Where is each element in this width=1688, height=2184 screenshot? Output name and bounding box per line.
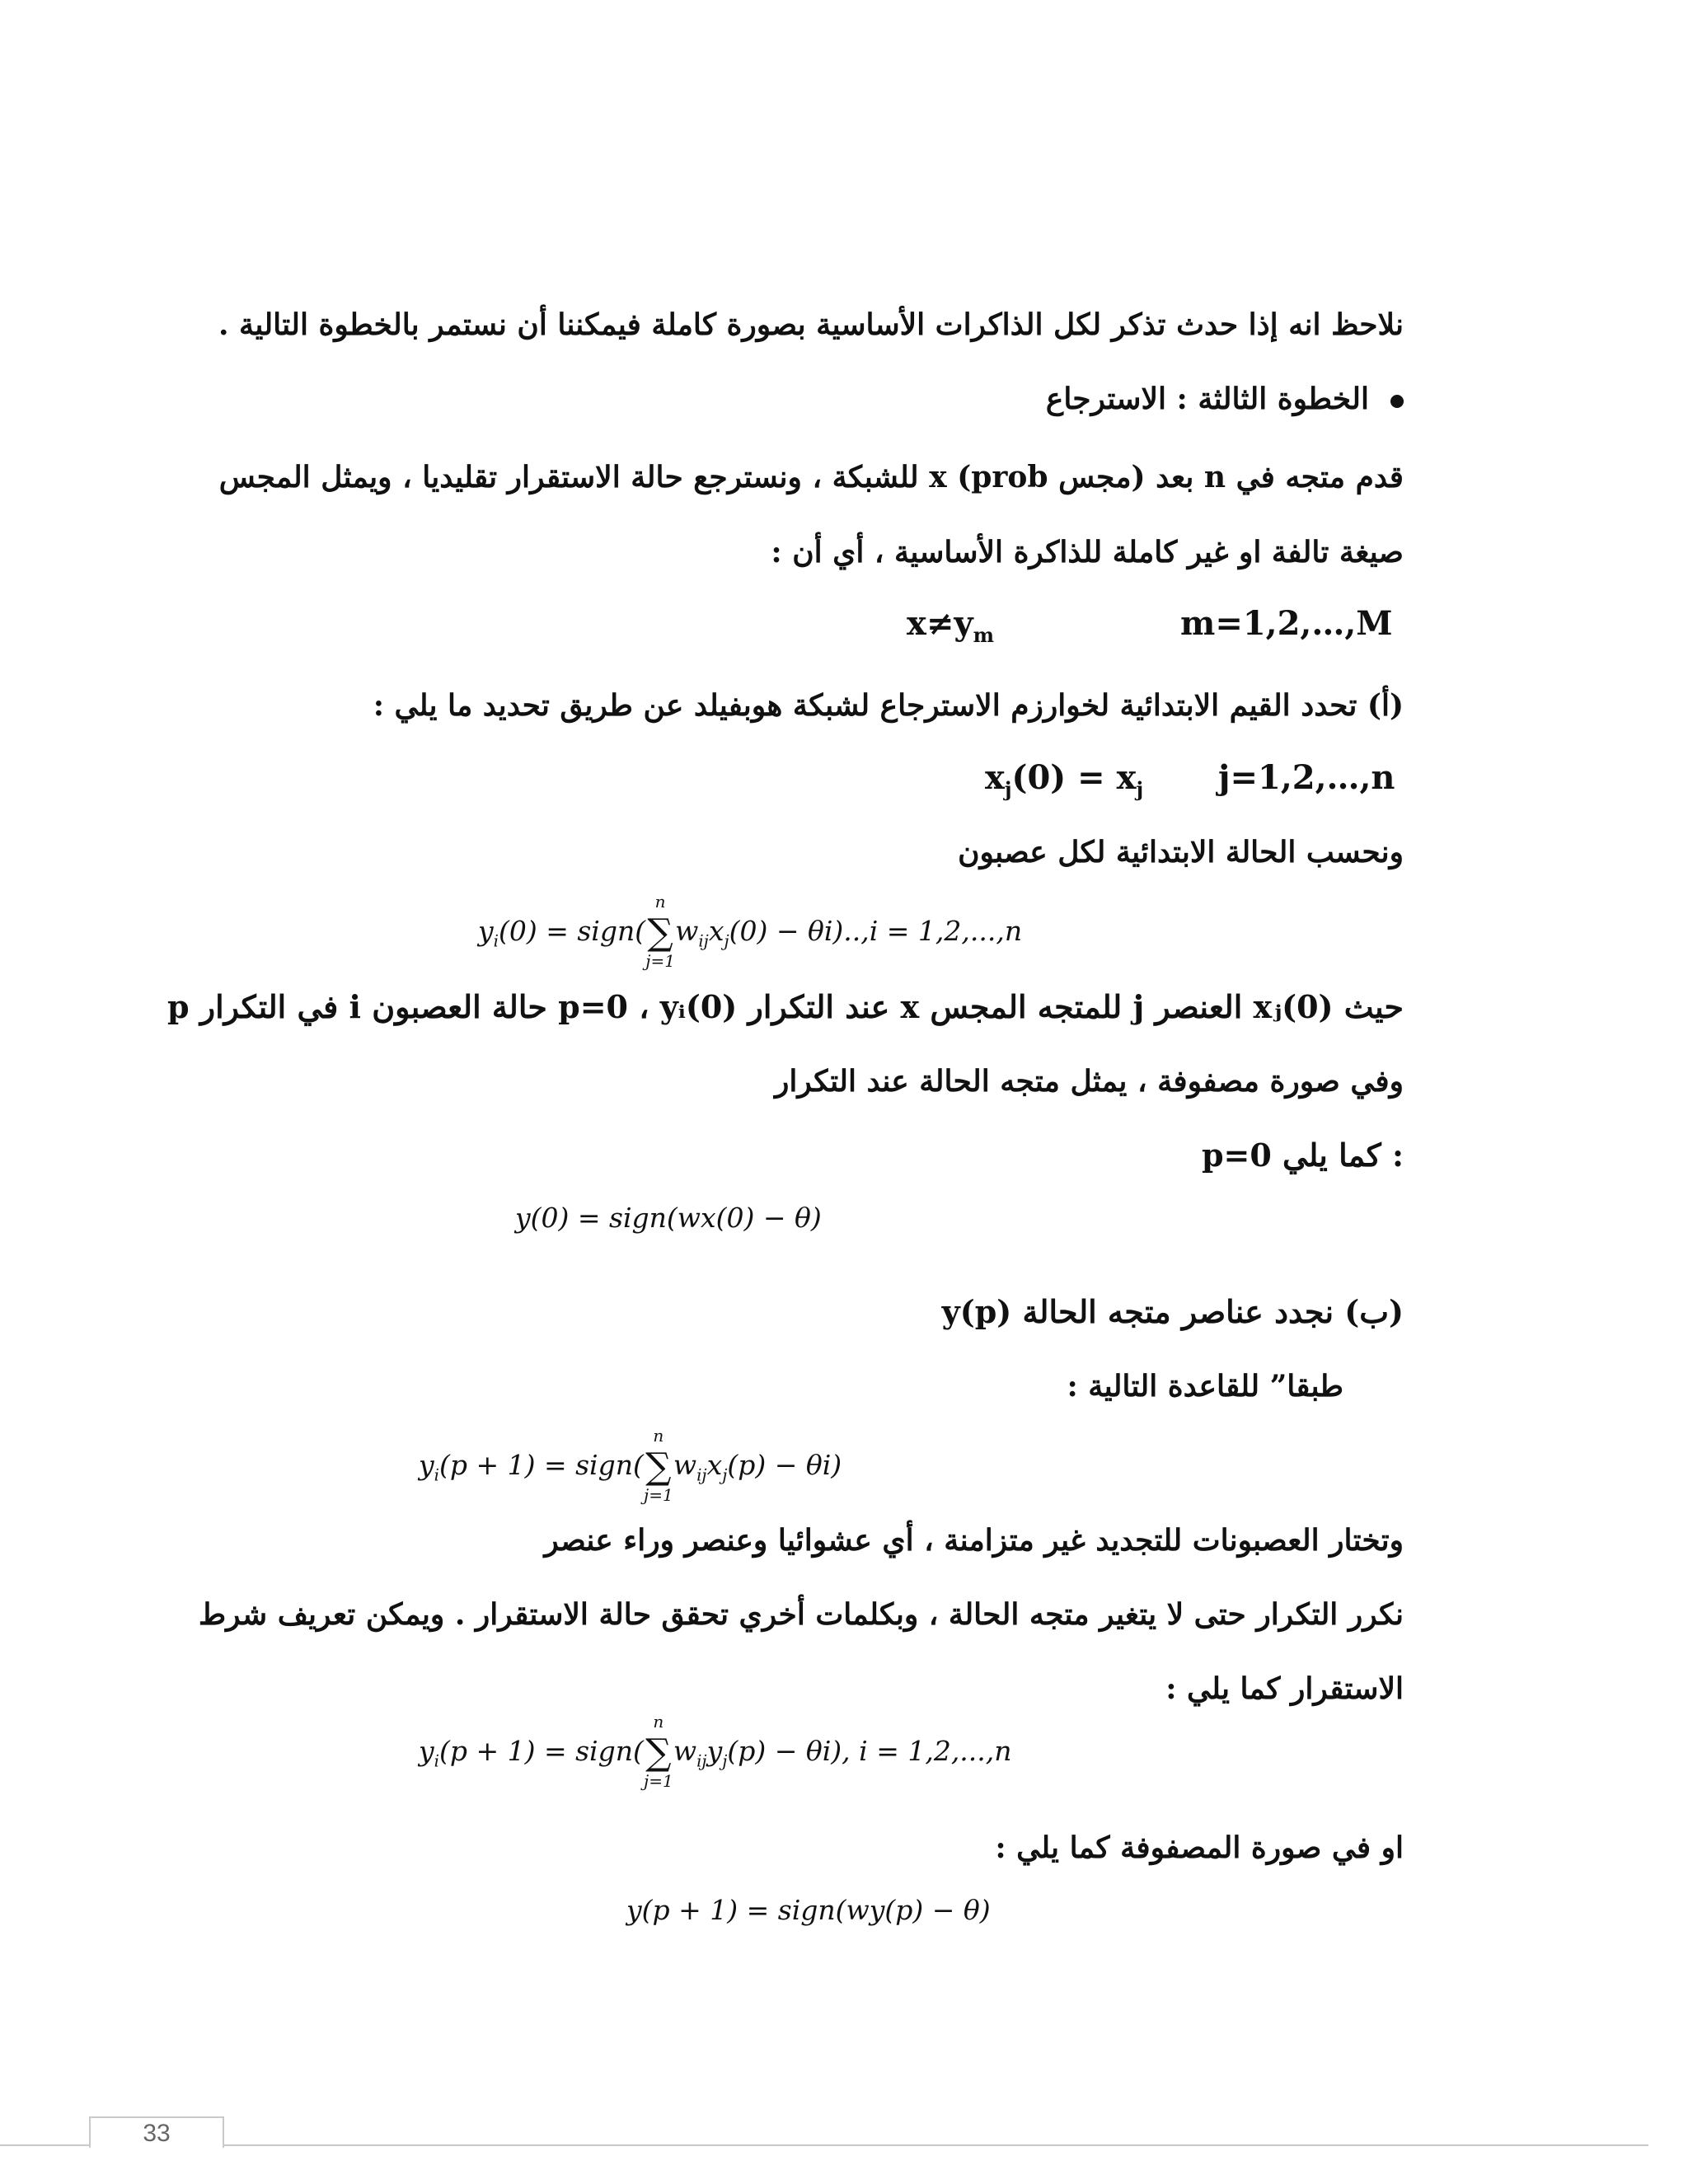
f1-c-sub: j xyxy=(724,931,729,951)
f1-lhs: y xyxy=(478,915,494,947)
f4-lhs-sub: i xyxy=(434,1751,439,1771)
f3-a: (p + 1) = sign( xyxy=(438,1449,644,1481)
f4-c-sub: j xyxy=(722,1751,728,1771)
equation-m-range: m=1,2,…,M xyxy=(1180,604,1393,643)
matrix-text-2: او في صورة المصفوفة كما يلي : xyxy=(995,1830,1404,1865)
f3-b-sub: ij xyxy=(696,1465,707,1485)
page-number: 33 xyxy=(143,2120,171,2147)
f4-b: w xyxy=(673,1735,697,1767)
f4-c: y xyxy=(706,1735,723,1767)
f4-a: (p + 1) = sign( xyxy=(438,1735,644,1767)
bullet-icon xyxy=(1390,395,1404,408)
f3-lhs: y xyxy=(419,1449,434,1481)
f4-lhs: y xyxy=(419,1735,434,1767)
equation-x-neq-ym xyxy=(907,604,994,647)
initial-state-text: ونحسب الحالة الابتدائية لكل عصبون xyxy=(958,835,1404,869)
footer-rule xyxy=(0,2144,1648,2146)
f3-lhs-sub: i xyxy=(434,1465,439,1485)
eq-2-mid: (0) = x xyxy=(1011,758,1137,797)
f1-d: (0) − θi)..,i = 1,2,...,n xyxy=(729,915,1023,947)
f3-sum-top: n xyxy=(653,1426,664,1446)
formula-stability xyxy=(419,1712,1012,1791)
f1-lhs-sub: i xyxy=(493,931,499,951)
f3-c-sub: j xyxy=(722,1465,728,1485)
eq-2-left: x xyxy=(985,758,1005,797)
step-3-heading-text: الخطوة الثالثة : الاسترجاع xyxy=(1045,382,1369,416)
f1-sum-top: n xyxy=(654,892,666,912)
sum-symbol: n ∑ j=1 xyxy=(644,1735,673,1771)
formula-matrix-initial: y(0) = sign(wx(0) − θ) xyxy=(515,1202,822,1234)
step-b-text: (ب) نجدد عناصر متجه الحالة (y(p xyxy=(941,1293,1404,1330)
f1-a: (0) = sign( xyxy=(498,915,646,947)
f1-c: x xyxy=(708,915,724,947)
f4-d: (p) − θi), i = 1,2,...,n xyxy=(727,1735,1012,1767)
p0-text: p=0 كما يلي : xyxy=(1201,1137,1404,1174)
paragraph-probe-line-2: صيغة تالفة او غير كاملة للذاكرة الأساسية ، أي أن : xyxy=(771,535,1404,569)
paragraph-intro: نلاحظ انه إذا حدث تذكر لكل الذاكرات الأساسية بصورة كاملة فيمكننا أن نستمر بالخطوة التالية . xyxy=(218,307,1404,342)
step-a-text: (أ) تحدد القيم الابتدائية لخوارزم الاسترجاع لشبكة هوبفيلد عن طريق تحديد ما يلي : xyxy=(373,688,1404,723)
f3-d: (p) − θi) xyxy=(727,1449,842,1481)
f1-b-sub: ij xyxy=(698,931,709,951)
paragraph-probe-line-1: قدم متجه في n بعد (مجس prob) x للشبكة ، ونسترجع حالة الاستقرار تقليديا ، ويمثل المجس xyxy=(218,460,1404,494)
f3-sum-bot: j=1 xyxy=(644,1485,673,1505)
eq-1-left-sub: m xyxy=(973,623,995,647)
f4-sum-bot: j=1 xyxy=(644,1771,673,1791)
repeat-text-line-2: الاستقرار كما يلي : xyxy=(1165,1671,1404,1706)
where-text: حيث xⱼ(0) العنصر j للمتجه المجس x عند التكرار p=0 ، yᵢ(0) حالة العصبون i في التكرار p xyxy=(166,988,1404,1025)
formula-matrix-stability: y(p + 1) = sign(wy(p) − θ) xyxy=(626,1894,991,1926)
eq-1-left: x≠y xyxy=(907,604,973,643)
f1-sum-bot: j=1 xyxy=(645,951,675,971)
sum-symbol: n ∑ j=1 xyxy=(645,915,675,951)
f4-sum-top: n xyxy=(653,1712,664,1732)
f1-b: w xyxy=(675,915,699,947)
repeat-text-line-1: نكرر التكرار حتى لا يتغير متجه الحالة ، وبكلمات أخري تحقق حالة الاستقرار . ويمكن تعريف شرط xyxy=(198,1597,1404,1632)
rule-text: طبقا” للقاعدة التالية : xyxy=(1067,1369,1343,1404)
formula-initial-state xyxy=(478,892,1023,971)
f4-b-sub: ij xyxy=(696,1751,707,1771)
f3-c: x xyxy=(706,1449,723,1481)
async-text: وتختار العصبونات للتجديد غير متزامنة ، أي عشوائيا وعنصر وراء عنصر xyxy=(544,1523,1404,1558)
equation-initial-values xyxy=(985,758,1143,801)
eq-2-mid-sub: j xyxy=(1136,777,1144,801)
equation-j-range: j=1,2,…,n xyxy=(1218,758,1395,797)
step-3-heading xyxy=(1046,379,1404,419)
matrix-form-text: وفي صورة مصفوفة ، يمثل متجه الحالة عند التكرار xyxy=(774,1064,1404,1099)
eq-2-left-sub: j xyxy=(1004,777,1012,801)
f3-b: w xyxy=(673,1449,697,1481)
sum-symbol: n ∑ j=1 xyxy=(644,1449,673,1485)
formula-update-rule xyxy=(419,1426,842,1505)
